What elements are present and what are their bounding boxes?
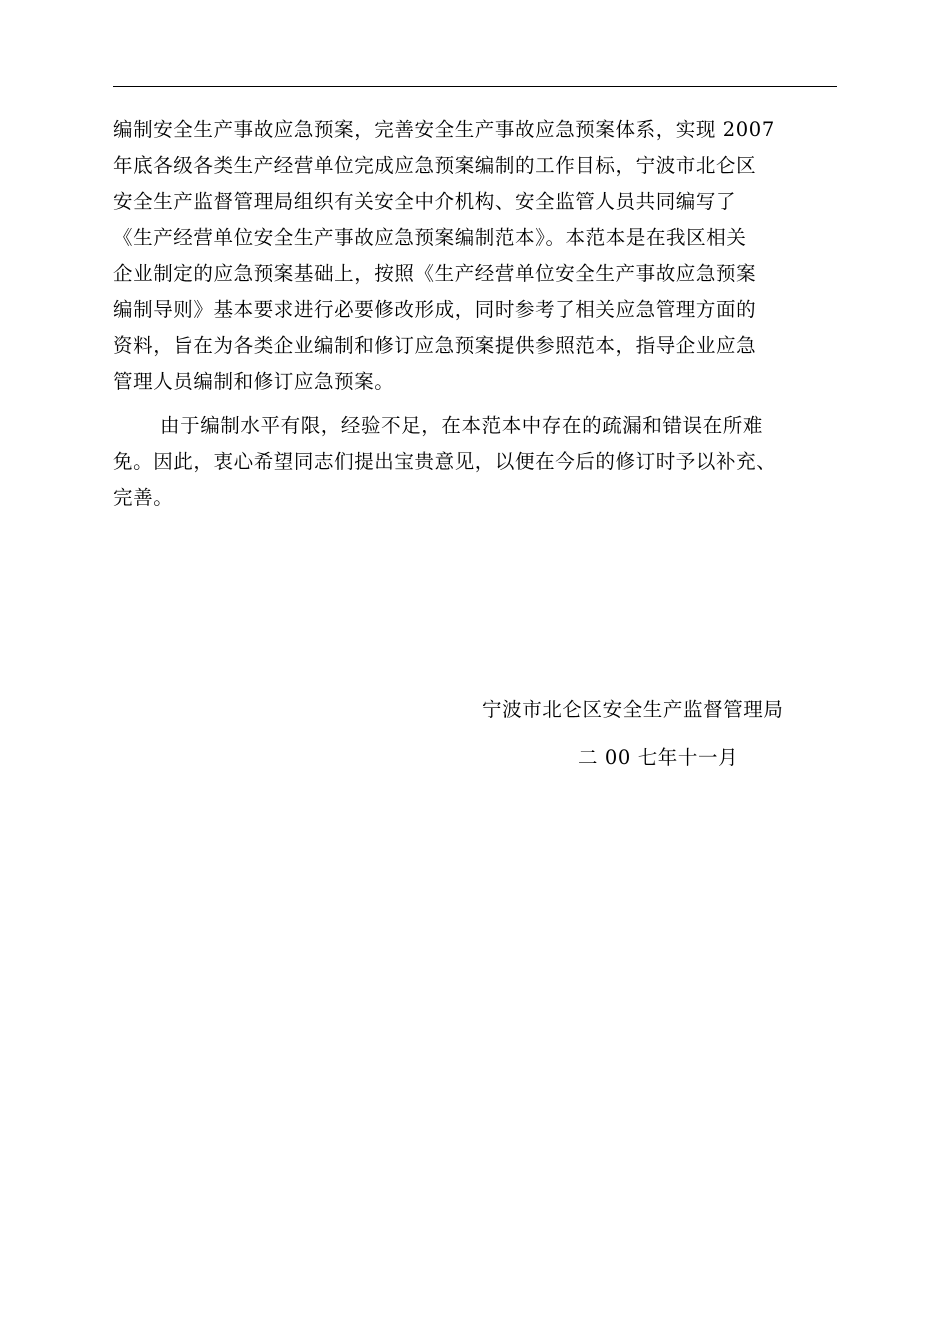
paragraph-line: 企业制定的应急预案基础上，按照《生产经营单位安全生产事故应急预案 bbox=[113, 262, 757, 285]
paragraph-line: 年底各级各类生产经营单位完成应急预案编制的工作目标，宁波市北仑区 bbox=[113, 154, 757, 177]
paragraph-2 bbox=[113, 408, 837, 516]
paragraph-line: 《生产经营单位安全生产事故应急预案编制范本》。本范本是在我区相关 bbox=[113, 226, 747, 249]
paragraph-line: 由于编制水平有限，经验不足，在本范本中存在的疏漏和错误在所难 bbox=[160, 414, 764, 437]
paragraph-line: 资料，旨在为各类企业编制和修订应急预案提供参照范本，指导企业应急 bbox=[113, 334, 757, 357]
paragraph-line: 完善。 bbox=[113, 486, 174, 509]
signoff-block bbox=[482, 692, 842, 776]
signoff-date: 二 00 七年十一月 bbox=[578, 746, 739, 769]
document-body bbox=[113, 112, 837, 516]
paragraph-line: 安全生产监督管理局组织有关安全中介机构、安全监管人员共同编写了 bbox=[113, 190, 737, 213]
paragraph-line: 编制导则》基本要求进行必要修改形成，同时参考了相关应急管理方面的 bbox=[113, 298, 757, 321]
signoff-organization: 宁波市北仑区安全生产监督管理局 bbox=[482, 698, 784, 721]
paragraph-line: 免。因此，衷心希望同志们提出宝贵意见，以便在今后的修订时予以补充、 bbox=[113, 450, 777, 473]
paragraph-1 bbox=[113, 112, 837, 400]
header-rule bbox=[113, 86, 837, 87]
paragraph-line: 管理人员编制和修订应急预案。 bbox=[113, 370, 395, 393]
paragraph-line: 编制安全生产事故应急预案，完善安全生产事故应急预案体系，实现 2007 bbox=[113, 118, 775, 141]
